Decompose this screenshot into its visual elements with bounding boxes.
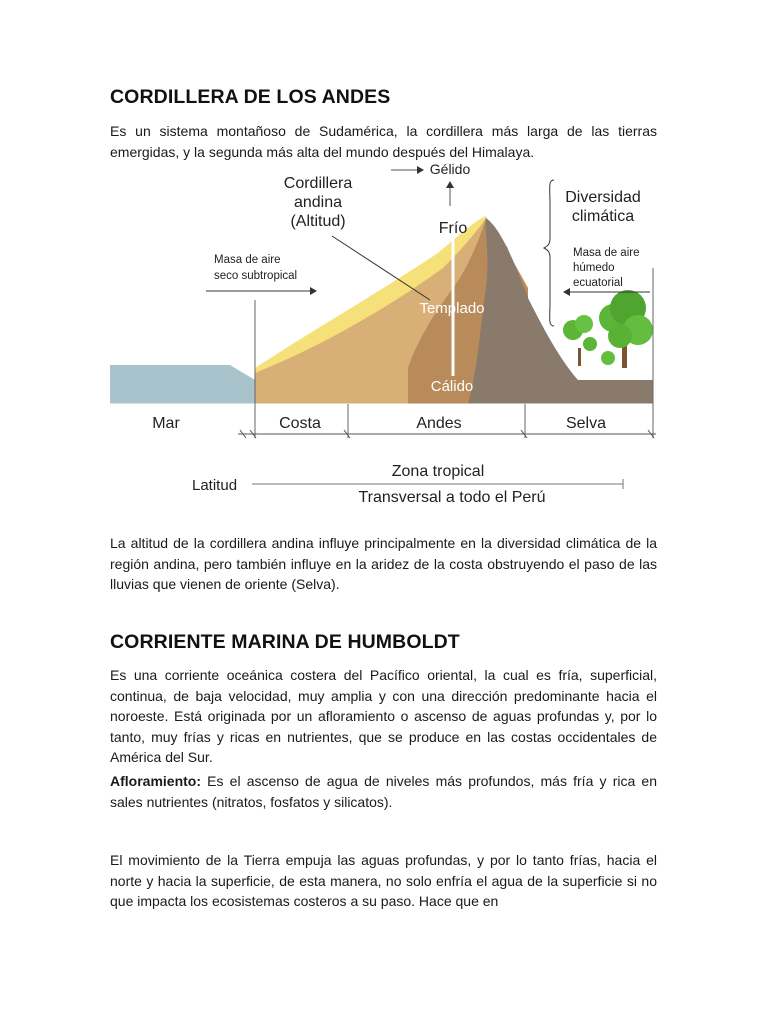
label-diversidad-line1: Diversidad [565,189,641,206]
label-masa-humedo-line1: Masa de aire [573,247,640,259]
label-masa-humedo-line3: ecuatorial [573,277,623,289]
region-label-selva: Selva [565,415,607,432]
label-templado: Templado [419,300,485,317]
paragraph-movimiento: El movimiento de la Tierra empuja las aguas profundas, y por lo tanto frías, hacia el norte y hacia la superficie, de esta manera, no solo enfría el agua de la superficie si no que impacta los ecosistemas costeros a su paso. Hace que en [110,852,657,909]
label-cordillera-line2: andina [293,194,343,211]
paragraph-humboldt: Es una corriente oceánica costera del Pacífico oriental, la cual es fría, superficial, continua, de baja velocidad, muy amplia y con una dirección predominante hacia el noroeste. Está originada por un afloramiento o ascenso de aguas profundas y, por lo tanto, muy frías y ricas en nutrientes, que se produce en las costas occidentales de América del Sur. [110,667,657,765]
label-masa-seco-line2: seco subtropical [214,270,298,282]
label-transversal: Transversal a todo el Perú [358,489,546,506]
label-masa-seco-line1: Masa de aire [214,254,281,266]
forest-trees [563,290,653,368]
label-calido: Cálido [430,378,474,395]
label-masa-humedo-line2: húmedo [573,262,615,274]
diversity-brace [544,180,554,326]
term-afloramiento: Afloramiento: [110,773,201,789]
label-latitud: Latitud [192,477,238,494]
section-title-cordillera: CORDILLERA DE LOS ANDES [110,86,391,108]
paragraph-intro: Es un sistema montañoso de Sudamérica, la cordillera más larga de las tierras emergidas, y la segunda más alta del mundo después del Himalaya. [110,123,657,160]
sea-shape [110,365,255,404]
label-gelido: Gélido [429,161,471,177]
paragraph-afloramiento [110,771,657,812]
paragraph-altitud: La altitud de la cordillera andina influye principalmente en la diversidad climática de la región andina, pero también influye en la aridez de la costa obstruyendo el paso de las lluvias que vienen de oriente (Selva). [110,535,657,592]
andes-climate-diagram [108,158,658,518]
region-label-costa: Costa [279,415,321,432]
definition-afloramiento: Es el ascenso de agua de niveles más profundos, más fría y rica en sales nutrientes (nitratos, fosfatos y silicatos). [110,773,657,810]
label-cordillera-line3: (Altitud) [290,213,346,230]
label-diversidad-line2: climática [571,208,635,225]
label-frio: Frío [438,220,468,237]
region-label-mar: Mar [152,415,180,432]
label-zona-tropical: Zona tropical [391,463,485,480]
region-label-andes: Andes [416,415,462,432]
section-title-humboldt: CORRIENTE MARINA DE HUMBOLDT [110,631,460,653]
label-cordillera-line1: Cordillera [283,175,353,192]
